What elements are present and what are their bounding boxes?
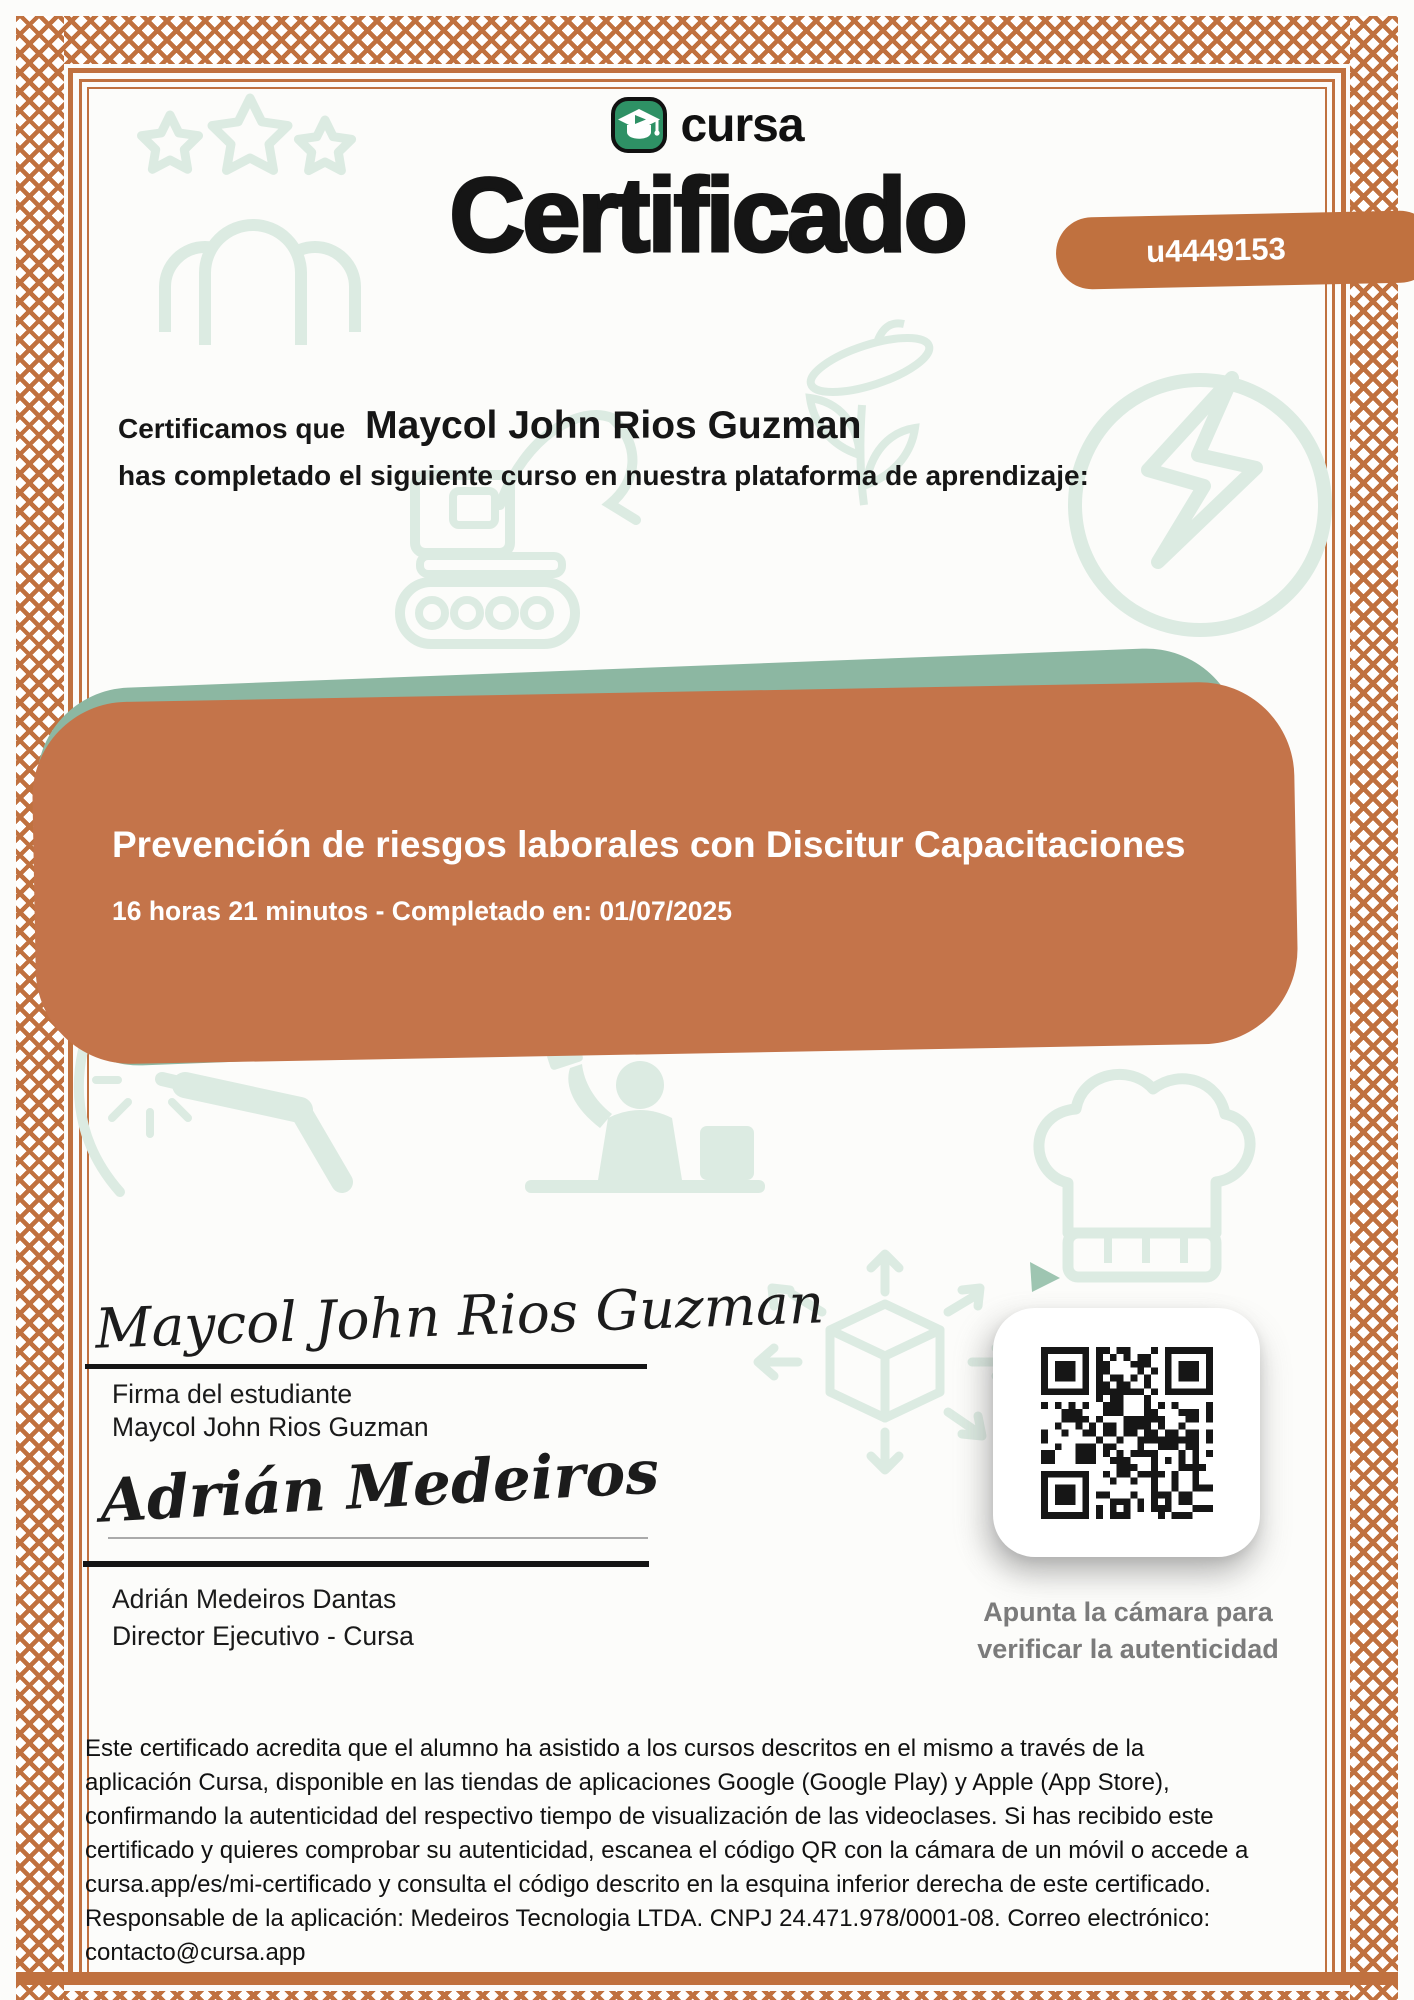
student-signature-label: Firma del estudiante: [112, 1379, 353, 1409]
brand-name: cursa: [680, 98, 804, 152]
course-banner: [31, 680, 1299, 1065]
qr-card: [993, 1308, 1260, 1557]
border-pattern-bottom: [64, 1991, 1350, 2000]
chef-hat-icon: [1039, 1074, 1250, 1277]
certificate-id: u4449153: [1145, 231, 1287, 270]
student-signature-line: [85, 1364, 647, 1369]
cursa-logo: [0, 96, 1414, 154]
student-signature-name: Maycol John Rios Guzman: [112, 1412, 429, 1442]
intro-line-2: has completado el siguiente curso en nuestra plataforma de aprendizaje:: [118, 460, 1089, 491]
intro-line-1: [118, 404, 861, 448]
border-pattern-top: [16, 16, 1398, 64]
footer-text: Este certificado acredita que el alumno ha asistido a los cursos descritos en el mismo a través de la aplicación Cursa, disponible en las tiendas de aplicaciones Google (Google Play) y Apple (App Store), confirmando la autenticidad del respectivo tiempo de visualización de las videoclases. Si has recibido este certificado y quieres comprobar su autenticidad, escanea el código QR con la cámara de un móvil o accede a cursa.app/es/mi-certificado y consulta el código descrito en la esquina inferior derecha de este certificado. Responsable de la aplicación: Medeiros Tecnologia LTDA. CNPJ 24.471.978/0001-08. Correo electrónico: contacto@cursa.app: [85, 1735, 1249, 1966]
certificate-id-badge: [1055, 210, 1414, 290]
worker-counter-icon: [525, 1043, 765, 1193]
director-signature-line: [83, 1561, 649, 1567]
graduation-cap-icon: [610, 96, 668, 154]
director-name: Adrián Medeiros Dantas: [112, 1584, 397, 1614]
border-pattern-right: [1350, 16, 1398, 2000]
student-signature-script: Maycol John Rios Guzman: [94, 1271, 826, 1361]
director-role: Director Ejecutivo - Cursa: [112, 1621, 414, 1651]
lightning-icon: [1075, 378, 1325, 630]
qr-code: [1041, 1347, 1213, 1519]
student-name: Maycol John Rios Guzman: [365, 404, 862, 447]
page-title: Certificado: [449, 157, 965, 274]
course-title: Prevención de riesgos laborales con Discitur Capacitaciones: [112, 824, 1186, 865]
border-bottom-band: [16, 1972, 1398, 1985]
qr-caption-line2: verificar la autenticidad: [977, 1634, 1279, 1664]
director-signature-flourish: [108, 1537, 648, 1539]
qr-caption-line1: Apunta la cámara para: [983, 1597, 1273, 1627]
intro-prefix: Certificamos que: [118, 413, 346, 444]
excavator-icon: [400, 415, 636, 644]
course-duration-date: 16 horas 21 minutos - Completado en: 01/07/2025: [112, 896, 733, 926]
qr-caption: [948, 1594, 1308, 1668]
director-signature-script: Adrián Medeiros: [98, 1437, 661, 1537]
